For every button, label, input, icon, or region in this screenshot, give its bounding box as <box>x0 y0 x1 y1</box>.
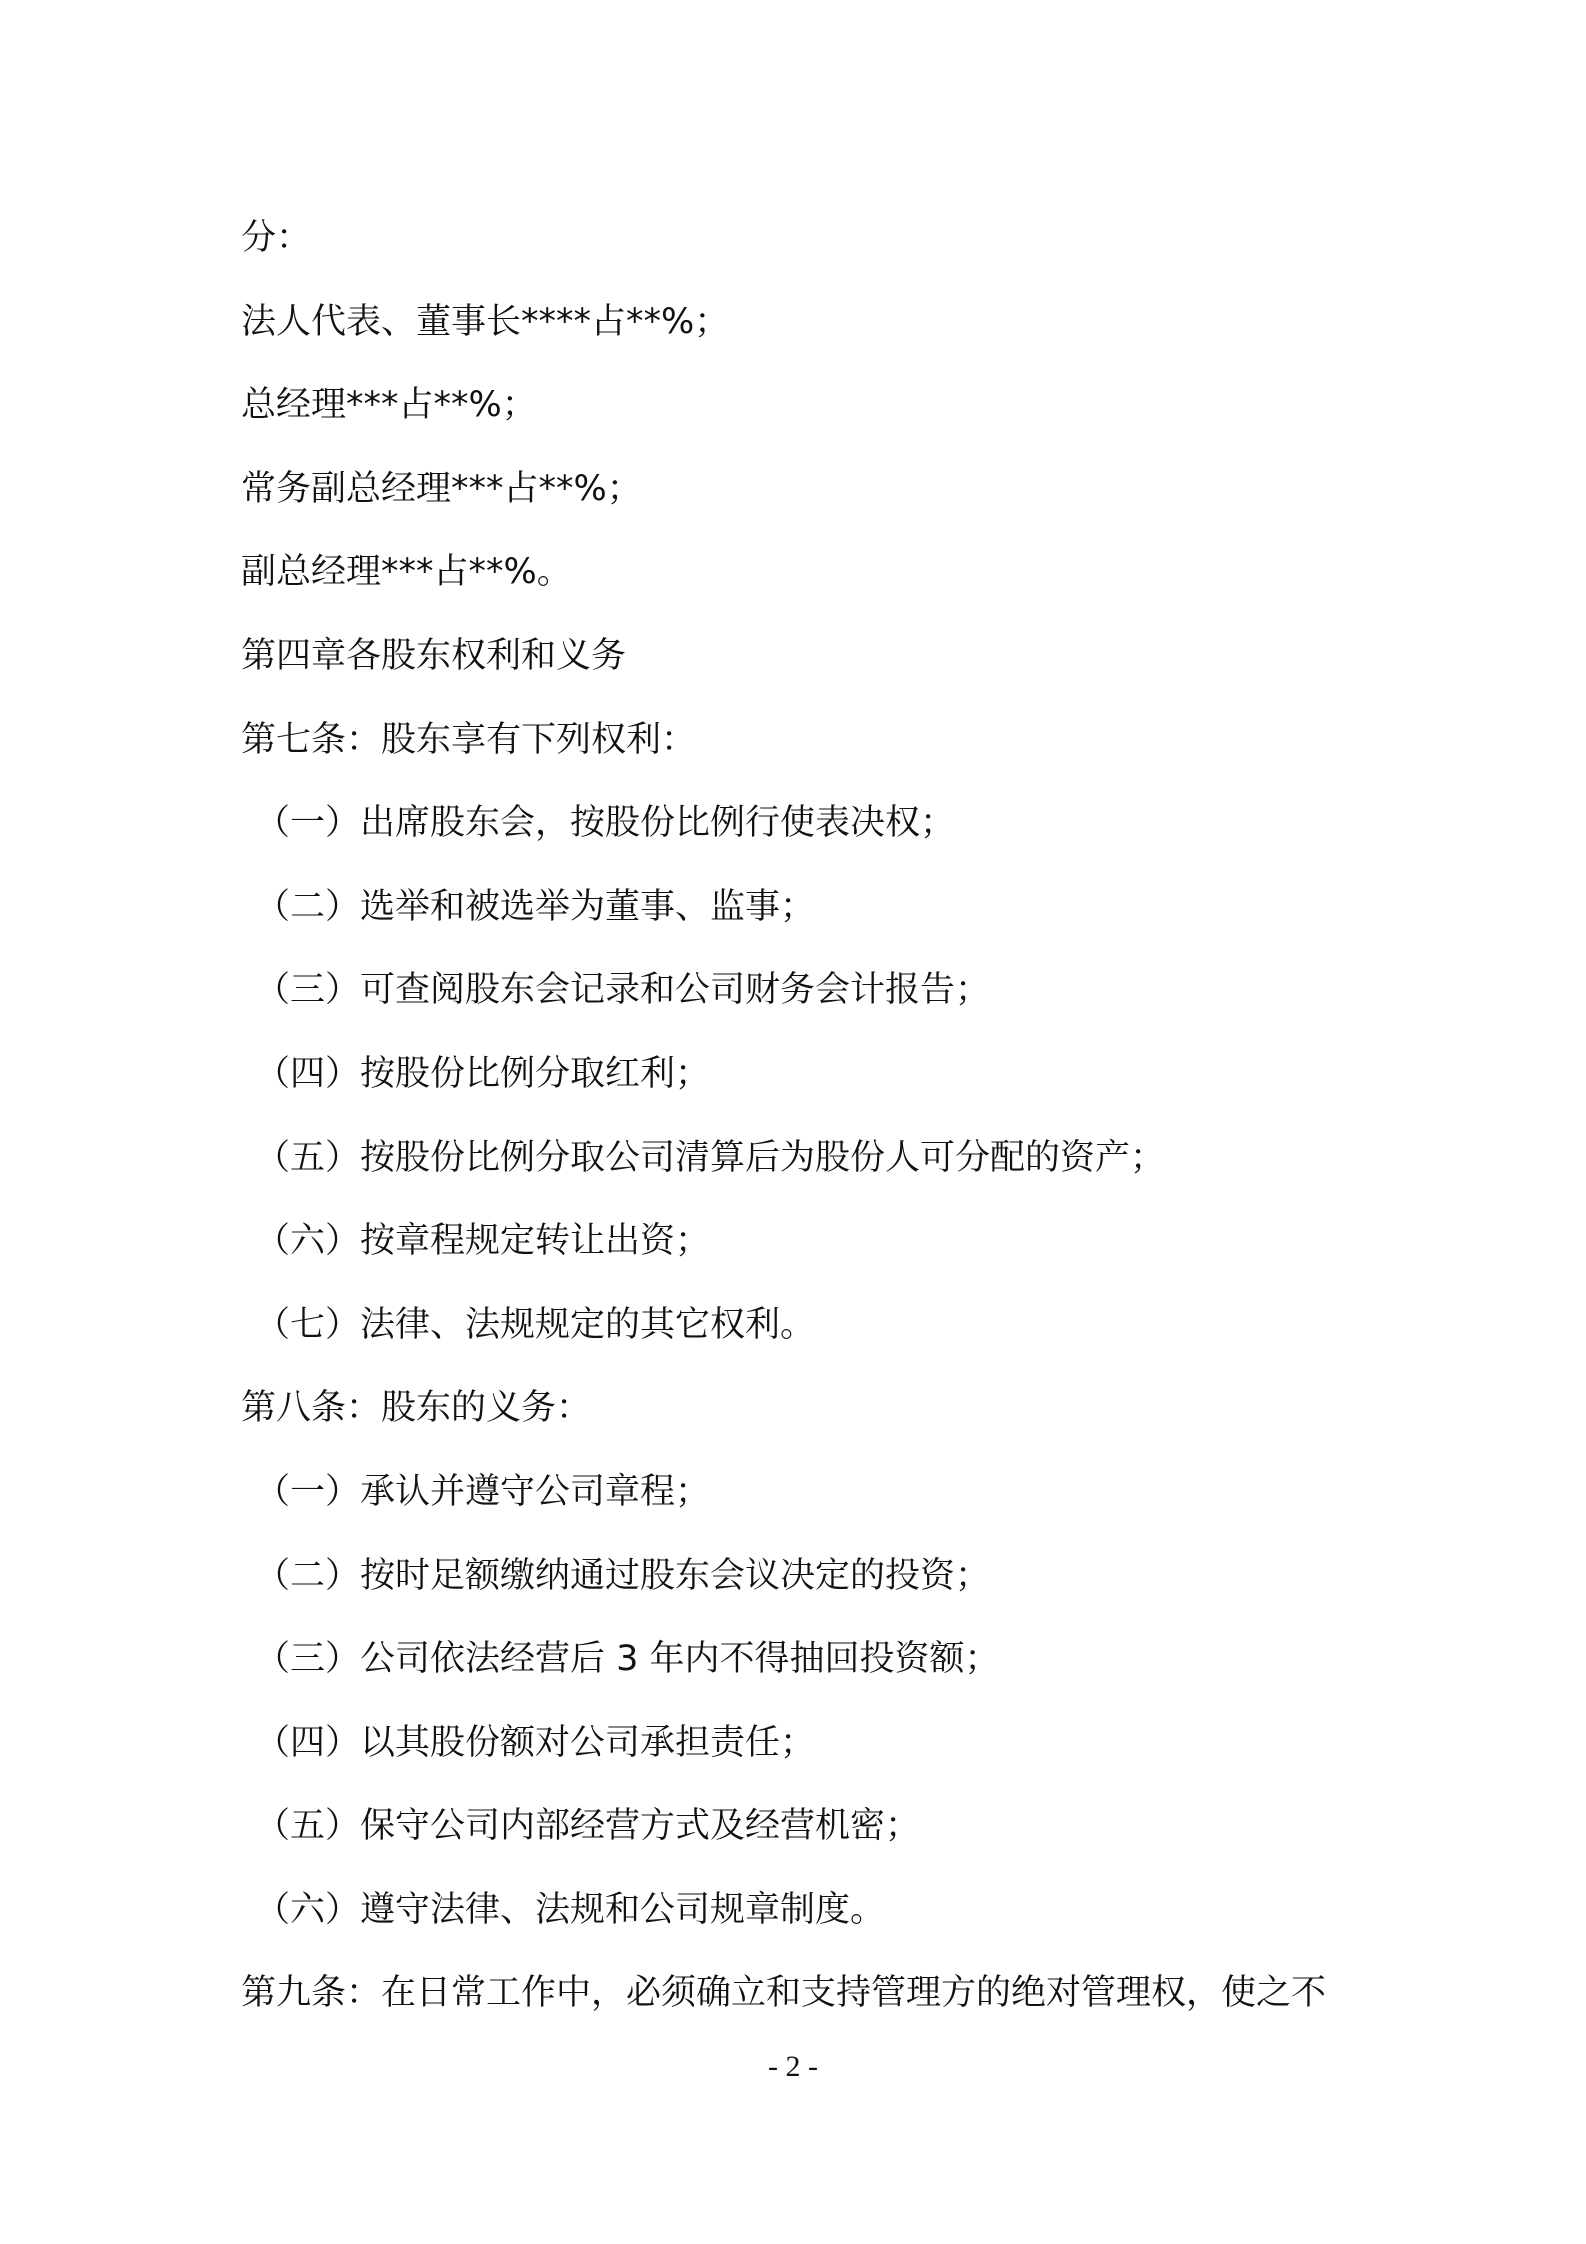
article-heading: 第八条：股东的义务： <box>241 1388 592 1429</box>
text-line: 法人代表、董事长****占**%； <box>241 301 730 342</box>
article-heading: 第七条：股东享有下列权利： <box>241 719 697 760</box>
list-item: （六）遵守法律、法规和公司规章制度。 <box>255 1889 886 1930</box>
text-line: 总经理***占**%； <box>241 385 537 426</box>
list-item: （一）承认并遵守公司章程； <box>255 1471 711 1512</box>
article-heading: 第九条：在日常工作中，必须确立和支持管理方的绝对管理权，使之不 <box>241 1973 1327 2014</box>
list-item: （六）按章程规定转让出资； <box>255 1221 711 1262</box>
list-item: （七）法律、法规规定的其它权利。 <box>255 1304 816 1345</box>
text-line: 常务副总经理***占**%； <box>241 468 642 509</box>
text-line: 分： <box>241 218 312 258</box>
list-item: （五）保守公司内部经营方式及经营机密； <box>255 1806 921 1847</box>
list-item: （四）以其股份额对公司承担责任； <box>255 1722 816 1763</box>
list-item: （五）按股份比例分取公司清算后为股份人可分配的资产； <box>255 1137 1166 1178</box>
list-item: （二）按时足额缴纳通过股东会议决定的投资； <box>255 1555 991 1596</box>
list-item: （一）出席股东会，按股份比例行使表决权； <box>255 803 956 844</box>
list-item: （二）选举和被选举为董事、监事； <box>255 886 816 927</box>
page-number: - 2 - <box>768 2050 818 2083</box>
list-item: （三）可查阅股东会记录和公司财务会计报告； <box>255 970 991 1011</box>
chapter-heading: 第四章各股东权利和义务 <box>241 635 627 676</box>
list-item: （四）按股份比例分取红利； <box>255 1053 711 1094</box>
document-body <box>241 197 1441 2036</box>
text-line: 副总经理***占**%。 <box>241 552 572 593</box>
list-item: （三）公司依法经营后 3 年内不得抽回投资额； <box>255 1639 1000 1680</box>
